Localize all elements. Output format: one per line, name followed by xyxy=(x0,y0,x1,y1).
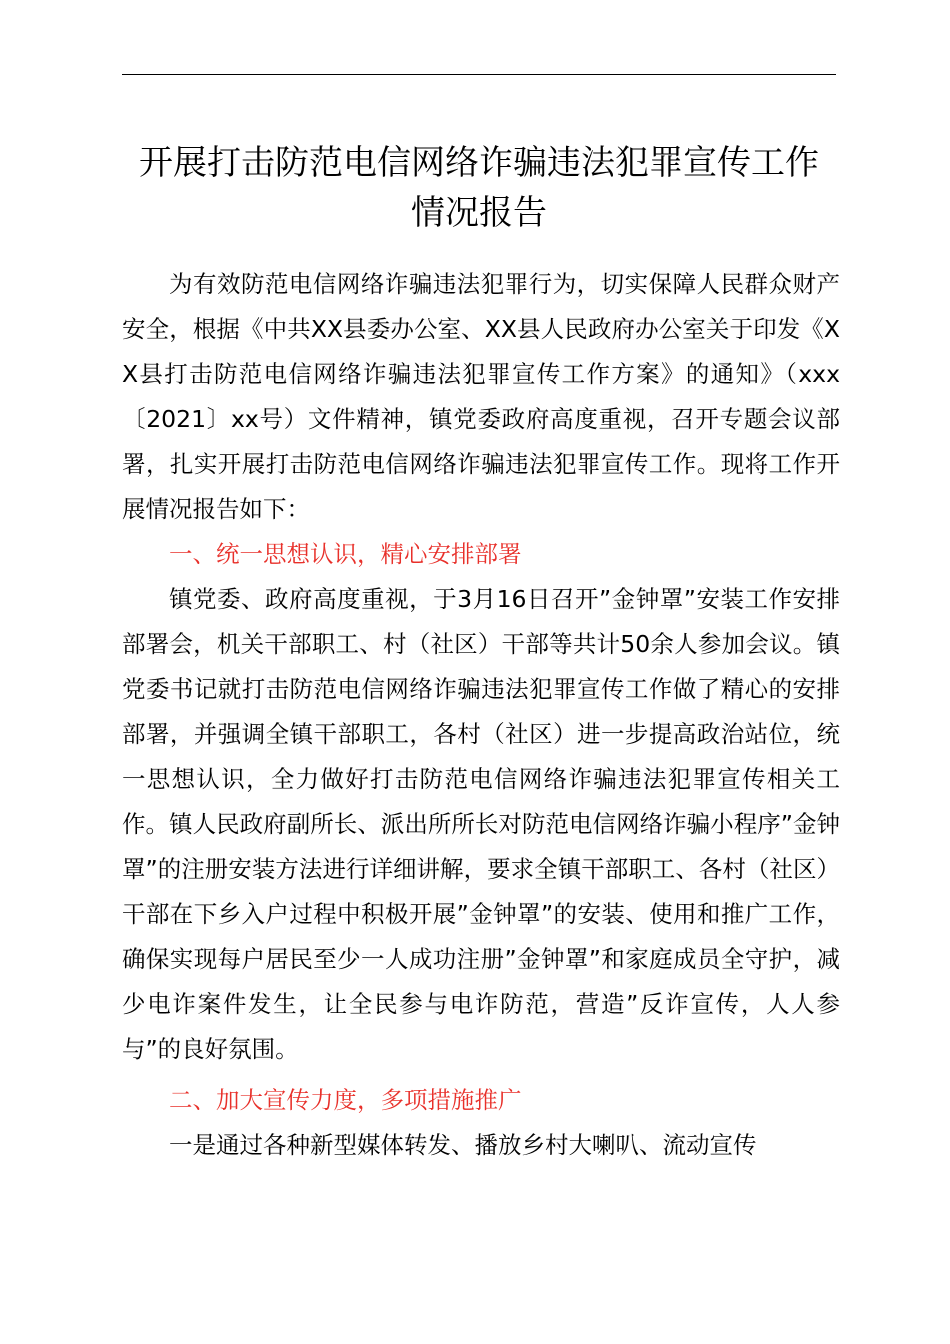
section-2-paragraph: 一是通过各种新型媒体转发、播放乡村大喇叭、流动宣传 xyxy=(169,1131,757,1159)
section-2-heading: 二、加大宣传力度，多项措施推广 xyxy=(169,1086,522,1114)
title-line-1: 开展打击防范电信网络诈骗违法犯罪宣传工作 xyxy=(139,143,819,183)
header-rule xyxy=(122,74,836,75)
document-body xyxy=(122,262,840,1168)
section-1-paragraph: 镇党委、政府高度重视，于3月16日召开”金钟罩”安装工作安排部署会，机关干部职工、村（社区）干部等共计50余人参加会议。镇党委书记就打击防范电信网络诈骗违法犯罪宣传工作做了精心的安排部署，并强调全镇干部职工，各村（社区）进一步提高政治站位，统一思想认识，全力做好打击防范电信网络诈骗违法犯罪宣传相关工作。镇人民政府副所长、派出所所长对防范电信网络诈骗小程序”金钟罩”的注册安装方法进行详细讲解，要求全镇干部职工、各村（社区）干部在下乡入户过程中积极开展”金钟罩”的安装、使用和推广工作，确保实现每户居民至少一人成功注册”金钟罩”和家庭成员全守护，减少电诈案件发生，让全民参与电诈防范，营造”反诈宣传，人人参与”的良好氛围。 xyxy=(122,585,840,1063)
section-1-heading: 一、统一思想认识，精心安排部署 xyxy=(169,540,522,568)
title-line-2: 情况报告 xyxy=(411,193,547,233)
document-title xyxy=(110,138,848,238)
intro-paragraph: 为有效防范电信网络诈骗违法犯罪行为，切实保障人民群众财产安全，根据《中共XX县委办公室、XX县人民政府办公室关于印发《XX县打击防范电信网络诈骗违法犯罪宣传工作方案》的通知》（xxx〔2021〕xx号）文件精神，镇党委政府高度重视，召开专题会议部署，扎实开展打击防范电信网络诈骗违法犯罪宣传工作。现将工作开展情况报告如下： xyxy=(122,270,840,523)
